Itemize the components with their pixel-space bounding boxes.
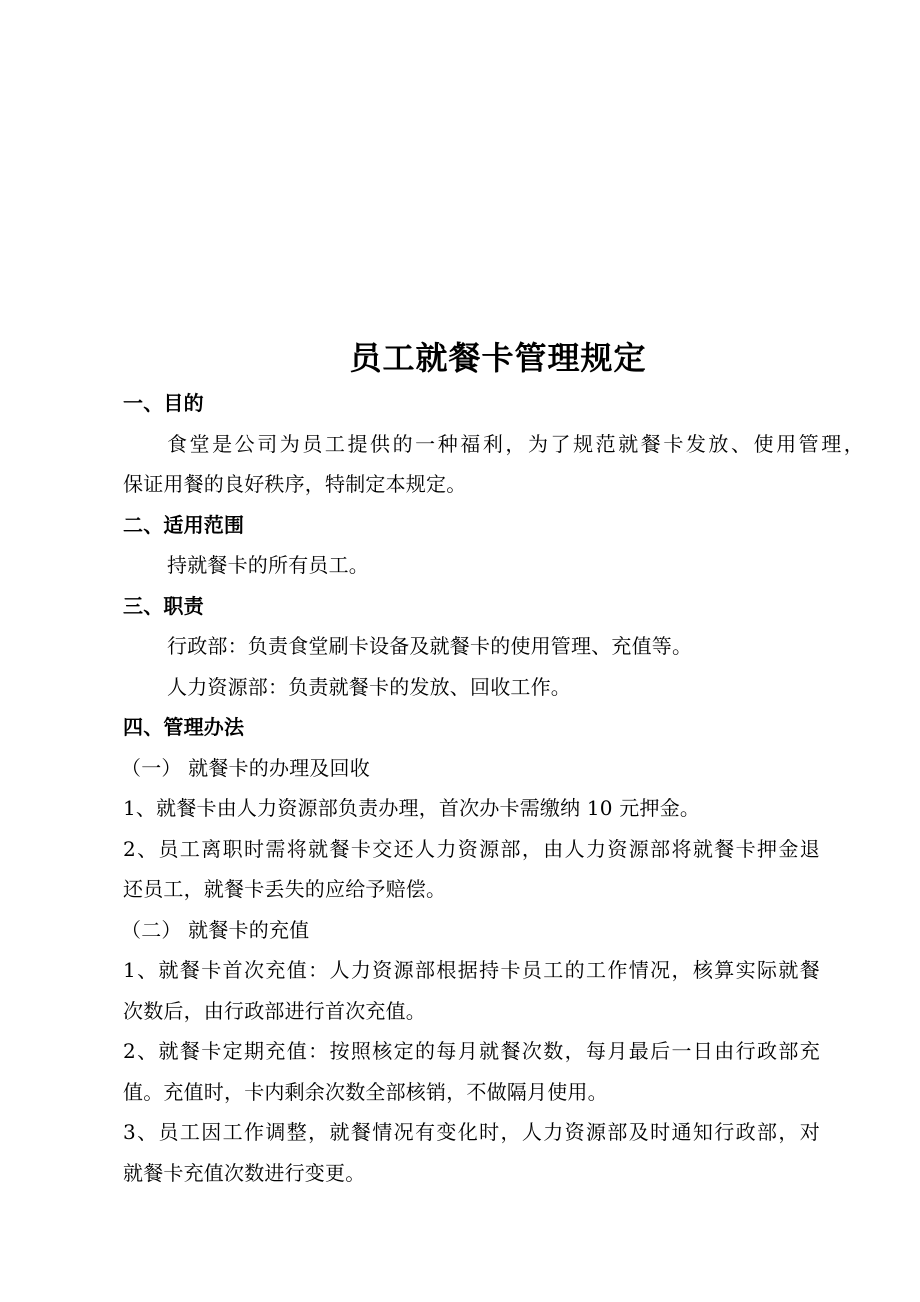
duties-hr-paragraph: 人力资源部：负责就餐卡的发放、回收工作。 xyxy=(167,674,571,699)
recharge-item-2-line-2: 值。充值时，卡内剩余次数全部核销，不做隔月使用。 xyxy=(123,1079,608,1104)
document-body xyxy=(121,383,864,1193)
issue-item-2-line-1: 2、员工离职时需将就餐卡交还人力资源部，由人力资源部将就餐卡押金退 xyxy=(123,836,820,861)
recharge-item-3-line-1: 3、员工因工作调整，就餐情况有变化时，人力资源部及时通知行政部，对 xyxy=(123,1120,820,1144)
purpose-paragraph-line-2: 保证用餐的良好秩序，特制定本规定。 xyxy=(123,472,467,496)
section-heading-purpose: 一、目的 xyxy=(123,391,204,415)
document-title: 员工就餐卡管理规定 xyxy=(349,339,647,377)
section-heading-scope: 二、适用范围 xyxy=(123,512,245,537)
issue-item-2-line-2: 还员工，就餐卡丢失的应给予赔偿。 xyxy=(123,877,447,901)
issue-item-1: 1、就餐卡由人力资源部负责办理，首次办卡需缴纳 10 元押金。 xyxy=(123,796,701,820)
section-heading-methods: 四、管理办法 xyxy=(123,715,245,739)
subsection-heading-issue-return: （一） 就餐卡的办理及回收 xyxy=(121,755,370,780)
subsection-heading-recharge: （二） 就餐卡的充值 xyxy=(121,917,310,942)
duties-admin-paragraph: 行政部：负责食堂刷卡设备及就餐卡的使用管理、充值等。 xyxy=(167,634,693,658)
section-heading-duties: 三、职责 xyxy=(123,593,204,618)
recharge-item-1-line-2: 次数后，由行政部进行首次充值。 xyxy=(123,998,426,1023)
recharge-item-2-line-1: 2、就餐卡定期充值：按照核定的每月就餐次数，每月最后一日由行政部充 xyxy=(123,1039,820,1063)
recharge-item-3-line-2: 就餐卡充值次数进行变更。 xyxy=(123,1160,366,1185)
purpose-paragraph-line-1: 食堂是公司为员工提供的一种福利，为了规范就餐卡发放、使用管理， xyxy=(167,431,864,456)
recharge-item-1-line-1: 1、就餐卡首次充值：人力资源部根据持卡员工的工作情况，核算实际就餐 xyxy=(123,958,820,982)
scope-paragraph: 持就餐卡的所有员工。 xyxy=(167,553,369,577)
